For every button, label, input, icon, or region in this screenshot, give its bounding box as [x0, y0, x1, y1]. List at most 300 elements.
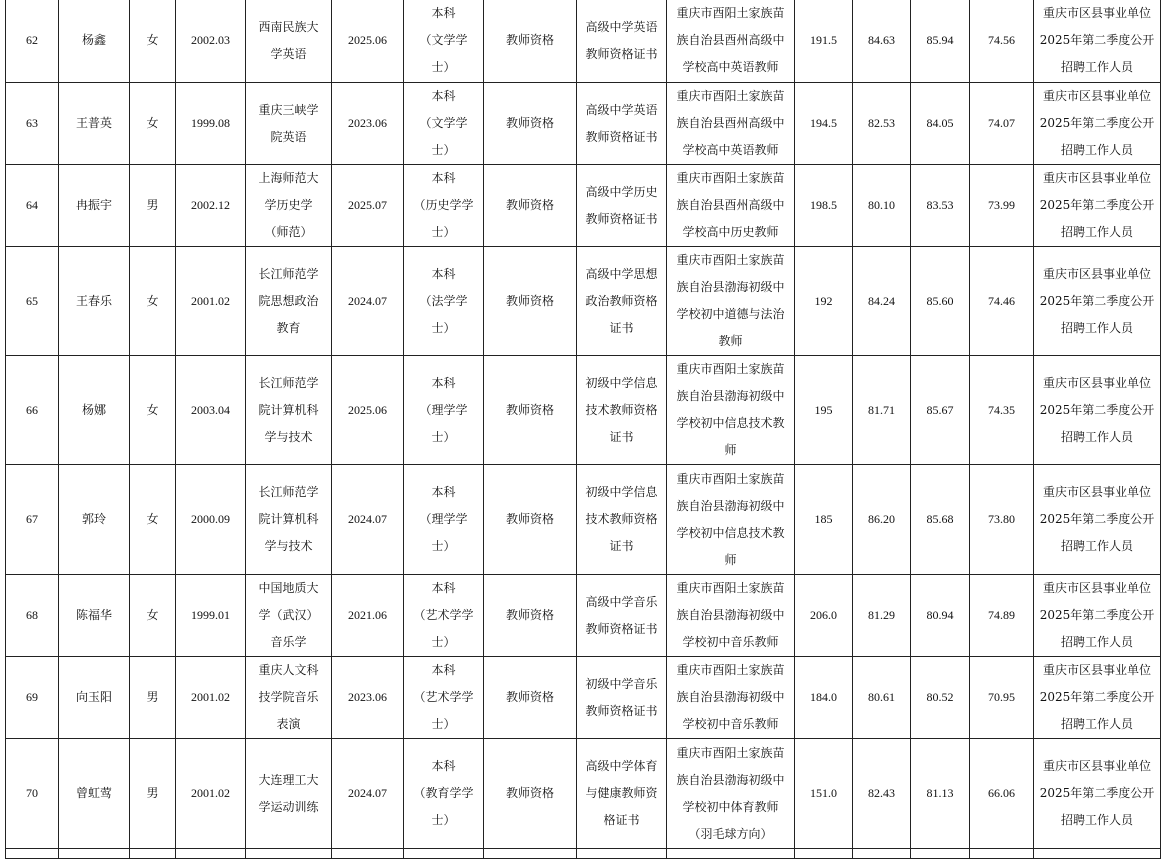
text-line: 本科 [431, 171, 456, 185]
cell-graduation-date: 2024.07 [332, 739, 404, 849]
text-line: （法学学 [419, 293, 468, 308]
empty-cell [176, 849, 246, 859]
cell-number: 65 [6, 247, 59, 356]
text-line: 学校初中音乐教师 [682, 635, 779, 649]
cell-school-major [246, 83, 332, 165]
text-line: 学校高中英语教师 [682, 143, 779, 157]
cell-gender: 男 [130, 657, 176, 739]
text-line: 士） [431, 60, 456, 74]
empty-cell [1034, 849, 1161, 859]
cell-degree-text [419, 0, 467, 81]
cell-name: 王普英 [59, 83, 130, 165]
text-line: 本科 [431, 266, 456, 281]
empty-cell [667, 849, 795, 859]
text-line: 本科 [431, 375, 456, 390]
text-line: 与健康教师资 [585, 786, 658, 800]
cell-position [667, 575, 795, 657]
text-line: 士） [431, 717, 456, 731]
cell-school-major [246, 575, 332, 657]
text-line: 上海师范大 [258, 171, 319, 185]
text-line: 重庆市区县事业单位 [1042, 759, 1151, 773]
text-line: 招聘工作人员 [1060, 143, 1133, 157]
cell-certificate [577, 0, 667, 83]
cell-number: 63 [6, 83, 59, 165]
text-line: 教师 [718, 334, 743, 348]
text-line: 士） [431, 225, 456, 239]
text-line: 院计算机科 [258, 512, 319, 526]
cell-name: 向玉阳 [59, 657, 130, 739]
text-line: 士） [431, 539, 456, 553]
cell-birth-date: 2002.03 [176, 0, 246, 83]
text-line: 族自治县酉州高级中 [676, 198, 785, 212]
text-line: 学校高中历史教师 [682, 225, 779, 239]
cell-recruitment-batch-text [1040, 657, 1155, 738]
cell-position-text [676, 356, 784, 464]
empty-cell [59, 849, 130, 859]
table-row [6, 0, 1161, 83]
cell-score-1: 84.63 [853, 0, 911, 83]
cell-school-major [246, 465, 332, 575]
text-line: 教师资格证书 [585, 211, 658, 226]
cell-certificate-text [585, 671, 657, 725]
cell-certificate-text [585, 179, 657, 233]
cell-degree-text [419, 370, 467, 451]
text-line: 高级中学思想 [585, 266, 658, 281]
cell-position-text [676, 165, 784, 246]
results-table [5, 0, 1161, 859]
cell-score-2: 80.94 [911, 575, 970, 657]
cell-graduation-date: 2024.07 [332, 465, 404, 575]
text-line: 大连理工大 [258, 772, 319, 787]
cell-degree-text [413, 165, 473, 246]
cell-school-major [246, 739, 332, 849]
table-row [6, 165, 1161, 247]
cell-degree [404, 165, 484, 247]
text-line: 2025年第二季度公开 [1039, 293, 1155, 308]
text-line: 族自治县酉州高级中 [676, 33, 785, 47]
cell-certificate-text [585, 479, 657, 560]
cell-number: 67 [6, 465, 59, 575]
table-row-partial [6, 849, 1161, 859]
text-line: 2025年第二季度公开 [1039, 512, 1155, 526]
cell-school-major [246, 247, 332, 356]
cell-certificate [577, 165, 667, 247]
text-line: 2025年第二季度公开 [1039, 690, 1155, 704]
cell-school-major-text [258, 97, 318, 151]
text-line: （理学学 [419, 512, 468, 526]
cell-written-score: 198.5 [795, 165, 853, 247]
cell-degree [404, 657, 484, 739]
cell-total-score: 74.35 [970, 356, 1034, 465]
cell-recruitment-batch [1034, 165, 1161, 247]
cell-total-score: 70.95 [970, 657, 1034, 739]
cell-recruitment-batch-text [1040, 479, 1155, 560]
text-line: 招聘工作人员 [1060, 813, 1133, 827]
cell-birth-date: 2001.02 [176, 247, 246, 356]
cell-position [667, 165, 795, 247]
cell-graduation-date: 2025.06 [332, 356, 404, 465]
cell-position [667, 247, 795, 356]
cell-recruitment-batch-text [1040, 753, 1155, 834]
text-line: 学历史学 [264, 198, 313, 212]
text-line: 初级中学信息 [585, 375, 658, 390]
cell-school-major-text [258, 14, 318, 68]
cell-score-1: 82.43 [853, 739, 911, 849]
text-line: 长江师范学 [258, 375, 319, 390]
text-line: 初级中学信息 [585, 485, 658, 499]
cell-graduation-date: 2023.06 [332, 83, 404, 165]
cell-graduation-date: 2023.06 [332, 657, 404, 739]
table-row [6, 465, 1161, 575]
cell-total-score: 73.99 [970, 165, 1034, 247]
text-line: 重庆市区县事业单位 [1042, 375, 1151, 390]
cell-gender: 女 [130, 247, 176, 356]
empty-cell [484, 849, 577, 859]
text-line: 重庆市区县事业单位 [1042, 171, 1151, 185]
cell-name: 陈福华 [59, 575, 130, 657]
text-line: 政治教师资格 [585, 293, 658, 308]
cell-degree [404, 247, 484, 356]
cell-position-text [676, 0, 784, 81]
text-line: 士） [431, 320, 456, 335]
cell-school-major [246, 165, 332, 247]
text-line: 学运动训练 [258, 799, 319, 814]
cell-position-text [676, 466, 784, 574]
text-line: 高级中学英语 [585, 19, 658, 34]
cell-score-2: 85.60 [911, 247, 970, 356]
cell-school-major-text [258, 165, 318, 246]
cell-written-score: 185 [795, 465, 853, 575]
cell-school-major-text [258, 575, 318, 656]
text-line: 学与技术 [264, 539, 313, 553]
cell-score-2: 85.94 [911, 0, 970, 83]
text-line: 族自治县渤海初级中 [676, 772, 785, 787]
cell-score-2: 85.68 [911, 465, 970, 575]
cell-degree [404, 356, 484, 465]
text-line: 长江师范学 [258, 485, 319, 499]
cell-position-text [676, 740, 784, 848]
cell-recruitment-batch [1034, 247, 1161, 356]
cell-score-1: 80.61 [853, 657, 911, 739]
empty-cell [853, 849, 911, 859]
table-row [6, 739, 1161, 849]
text-line: 重庆市酉阳土家族苗 [676, 362, 785, 376]
text-line: 证书 [609, 429, 634, 444]
empty-cell [795, 849, 853, 859]
cell-number: 69 [6, 657, 59, 739]
cell-written-score: 195 [795, 356, 853, 465]
text-line: 重庆市酉阳土家族苗 [676, 581, 785, 595]
cell-qualification: 教师资格 [484, 247, 577, 356]
text-line: （羽毛球方向） [688, 826, 773, 841]
cell-school-major [246, 657, 332, 739]
cell-recruitment-batch-text [1040, 0, 1155, 81]
text-line: 族自治县渤海初级中 [676, 608, 785, 622]
cell-score-1: 81.71 [853, 356, 911, 465]
cell-score-1: 84.24 [853, 247, 911, 356]
cell-birth-date: 1999.08 [176, 83, 246, 165]
cell-school-major [246, 356, 332, 465]
text-line: 学校初中道德与法治 [676, 307, 785, 321]
cell-recruitment-batch [1034, 83, 1161, 165]
empty-cell [911, 849, 970, 859]
cell-qualification: 教师资格 [484, 657, 577, 739]
text-line: 重庆市酉阳土家族苗 [676, 663, 785, 677]
text-line: 教育 [276, 320, 301, 335]
cell-degree-text [413, 575, 473, 656]
text-line: 院计算机科 [258, 402, 319, 417]
text-line: （文学学 [419, 33, 468, 47]
text-line: 格证书 [603, 813, 640, 827]
cell-birth-date: 2003.04 [176, 356, 246, 465]
cell-recruitment-batch [1034, 356, 1161, 465]
cell-recruitment-batch-text [1040, 165, 1155, 246]
text-line: 本科 [431, 485, 456, 499]
text-line: 2025年第二季度公开 [1039, 608, 1155, 622]
table-row [6, 657, 1161, 739]
cell-gender: 女 [130, 575, 176, 657]
text-line: 技术教师资格 [585, 512, 658, 526]
cell-school-major-text [258, 479, 318, 560]
cell-name: 杨娜 [59, 356, 130, 465]
cell-gender: 女 [130, 0, 176, 83]
text-line: 士） [431, 429, 456, 444]
cell-qualification: 教师资格 [484, 739, 577, 849]
empty-cell [6, 849, 59, 859]
cell-position-text [676, 83, 784, 164]
cell-position-text [676, 657, 784, 738]
text-line: 西南民族大 [258, 19, 319, 34]
text-line: 学（武汉） [258, 608, 319, 622]
text-line: 教师资格证书 [585, 703, 658, 718]
text-line: 招聘工作人员 [1060, 320, 1133, 335]
cell-position [667, 0, 795, 83]
cell-qualification: 教师资格 [484, 165, 577, 247]
cell-name: 曾虹莺 [59, 739, 130, 849]
cell-total-score: 74.46 [970, 247, 1034, 356]
cell-certificate [577, 739, 667, 849]
cell-number: 66 [6, 356, 59, 465]
text-line: 重庆市酉阳土家族苗 [676, 253, 785, 267]
text-line: 证书 [609, 539, 634, 553]
cell-school-major-text [258, 370, 318, 451]
text-line: 重庆市区县事业单位 [1042, 581, 1151, 595]
text-line: 重庆市区县事业单位 [1042, 266, 1151, 281]
text-line: 高级中学历史 [585, 184, 658, 199]
empty-cell [130, 849, 176, 859]
cell-certificate [577, 247, 667, 356]
cell-certificate [577, 575, 667, 657]
cell-number: 68 [6, 575, 59, 657]
cell-total-score: 73.80 [970, 465, 1034, 575]
text-line: 技学院音乐 [258, 690, 319, 704]
cell-written-score: 192 [795, 247, 853, 356]
cell-degree [404, 0, 484, 83]
cell-recruitment-batch-text [1040, 575, 1155, 656]
cell-school-major-text [258, 657, 318, 738]
cell-recruitment-batch-text [1040, 370, 1155, 451]
cell-degree [404, 465, 484, 575]
text-line: 院思想政治 [258, 293, 319, 308]
cell-graduation-date: 2025.06 [332, 0, 404, 83]
cell-gender: 女 [130, 356, 176, 465]
text-line: 初级中学音乐 [585, 676, 658, 691]
text-line: 学校高中英语教师 [682, 60, 779, 74]
cell-score-2: 81.13 [911, 739, 970, 849]
cell-total-score: 66.06 [970, 739, 1034, 849]
cell-degree-text [413, 753, 473, 834]
cell-total-score: 74.07 [970, 83, 1034, 165]
cell-certificate [577, 356, 667, 465]
cell-certificate [577, 657, 667, 739]
text-line: 本科 [431, 581, 456, 595]
text-line: 本科 [431, 759, 456, 773]
text-line: （历史学学 [413, 198, 474, 212]
cell-recruitment-batch [1034, 739, 1161, 849]
cell-certificate-text [585, 261, 657, 342]
cell-position [667, 83, 795, 165]
text-line: 表演 [276, 717, 301, 731]
cell-certificate-text [585, 370, 657, 451]
text-line: 学英语 [270, 46, 307, 61]
text-line: 院英语 [270, 129, 307, 144]
text-line: 士） [431, 143, 456, 157]
text-line: 族自治县渤海初级中 [676, 389, 785, 403]
empty-cell [332, 849, 404, 859]
text-line: 师 [724, 443, 737, 457]
text-line: 2025年第二季度公开 [1039, 198, 1155, 212]
empty-cell [970, 849, 1034, 859]
cell-recruitment-batch [1034, 657, 1161, 739]
text-line: 教师资格证书 [585, 621, 658, 636]
cell-name: 郭玲 [59, 465, 130, 575]
empty-cell [404, 849, 484, 859]
cell-certificate-text [585, 589, 657, 643]
cell-graduation-date: 2021.06 [332, 575, 404, 657]
cell-birth-date: 2002.12 [176, 165, 246, 247]
cell-score-1: 80.10 [853, 165, 911, 247]
table-row [6, 247, 1161, 356]
cell-position-text [676, 575, 784, 656]
text-line: 学与技术 [264, 429, 313, 444]
cell-position [667, 739, 795, 849]
cell-qualification: 教师资格 [484, 0, 577, 83]
cell-score-1: 82.53 [853, 83, 911, 165]
text-line: 重庆人文科 [258, 663, 319, 677]
text-line: 证书 [609, 320, 634, 335]
text-line: 重庆市酉阳土家族苗 [676, 89, 785, 103]
cell-gender: 男 [130, 165, 176, 247]
cell-name: 杨鑫 [59, 0, 130, 83]
text-line: 招聘工作人员 [1060, 225, 1133, 239]
cell-gender: 男 [130, 739, 176, 849]
text-line: 士） [431, 813, 456, 827]
text-line: （文学学 [419, 116, 468, 130]
text-line: 师 [724, 552, 737, 567]
cell-gender: 女 [130, 83, 176, 165]
table-row [6, 575, 1161, 657]
text-line: 招聘工作人员 [1060, 60, 1133, 74]
cell-qualification: 教师资格 [484, 83, 577, 165]
cell-written-score: 194.5 [795, 83, 853, 165]
cell-score-2: 83.53 [911, 165, 970, 247]
cell-certificate-text [585, 97, 657, 151]
text-line: （理学学 [419, 402, 468, 417]
text-line: 长江师范学 [258, 266, 319, 281]
cell-school-major-text [258, 261, 318, 342]
text-line: （艺术学学 [413, 608, 474, 622]
text-line: 2025年第二季度公开 [1039, 402, 1155, 417]
empty-cell [246, 849, 332, 859]
text-line: 教师资格证书 [585, 46, 658, 61]
text-line: 族自治县酉州高级中 [676, 116, 785, 130]
text-line: 招聘工作人员 [1060, 429, 1133, 444]
cell-score-2: 80.52 [911, 657, 970, 739]
text-line: 学校初中信息技术教 [676, 525, 785, 540]
text-line: （艺术学学 [413, 690, 474, 704]
cell-score-1: 81.29 [853, 575, 911, 657]
cell-recruitment-batch-text [1040, 261, 1155, 342]
text-line: 招聘工作人员 [1060, 635, 1133, 649]
cell-graduation-date: 2024.07 [332, 247, 404, 356]
text-line: 重庆三峡学 [258, 102, 319, 117]
cell-written-score: 191.5 [795, 0, 853, 83]
text-line: 2025年第二季度公开 [1039, 116, 1155, 130]
cell-position [667, 465, 795, 575]
cell-gender: 女 [130, 465, 176, 575]
cell-number: 64 [6, 165, 59, 247]
cell-name: 冉振宇 [59, 165, 130, 247]
cell-qualification: 教师资格 [484, 465, 577, 575]
cell-position-text [676, 247, 784, 355]
text-line: 高级中学音乐 [585, 594, 658, 609]
cell-position [667, 356, 795, 465]
cell-recruitment-batch [1034, 575, 1161, 657]
text-line: 学校初中信息技术教 [676, 416, 785, 430]
cell-number: 70 [6, 739, 59, 849]
text-line: 2025年第二季度公开 [1039, 33, 1155, 47]
text-line: 重庆市酉阳土家族苗 [676, 471, 785, 486]
text-line: 族自治县渤海初级中 [676, 498, 785, 513]
cell-school-major [246, 0, 332, 83]
cell-recruitment-batch [1034, 0, 1161, 83]
text-line: 招聘工作人员 [1060, 717, 1133, 731]
empty-cell [577, 849, 667, 859]
cell-degree [404, 83, 484, 165]
cell-recruitment-batch-text [1040, 83, 1155, 164]
text-line: 中国地质大 [258, 581, 319, 595]
text-line: 重庆市酉阳土家族苗 [676, 6, 785, 20]
cell-certificate-text [585, 14, 657, 68]
cell-degree-text [419, 83, 467, 164]
cell-score-2: 84.05 [911, 83, 970, 165]
cell-certificate-text [585, 753, 657, 834]
text-line: 重庆市区县事业单位 [1042, 89, 1151, 103]
text-line: 本科 [431, 663, 456, 677]
cell-birth-date: 2000.09 [176, 465, 246, 575]
text-line: 2025年第二季度公开 [1039, 786, 1155, 800]
cell-name: 王春乐 [59, 247, 130, 356]
cell-degree-text [419, 261, 467, 342]
text-line: 学校初中体育教师 [682, 799, 779, 814]
cell-written-score: 151.0 [795, 739, 853, 849]
cell-degree-text [419, 479, 467, 560]
cell-graduation-date: 2025.07 [332, 165, 404, 247]
text-line: 族自治县渤海初级中 [676, 690, 785, 704]
cell-degree [404, 575, 484, 657]
cell-school-major-text [258, 767, 318, 821]
text-line: 重庆市区县事业单位 [1042, 663, 1151, 677]
